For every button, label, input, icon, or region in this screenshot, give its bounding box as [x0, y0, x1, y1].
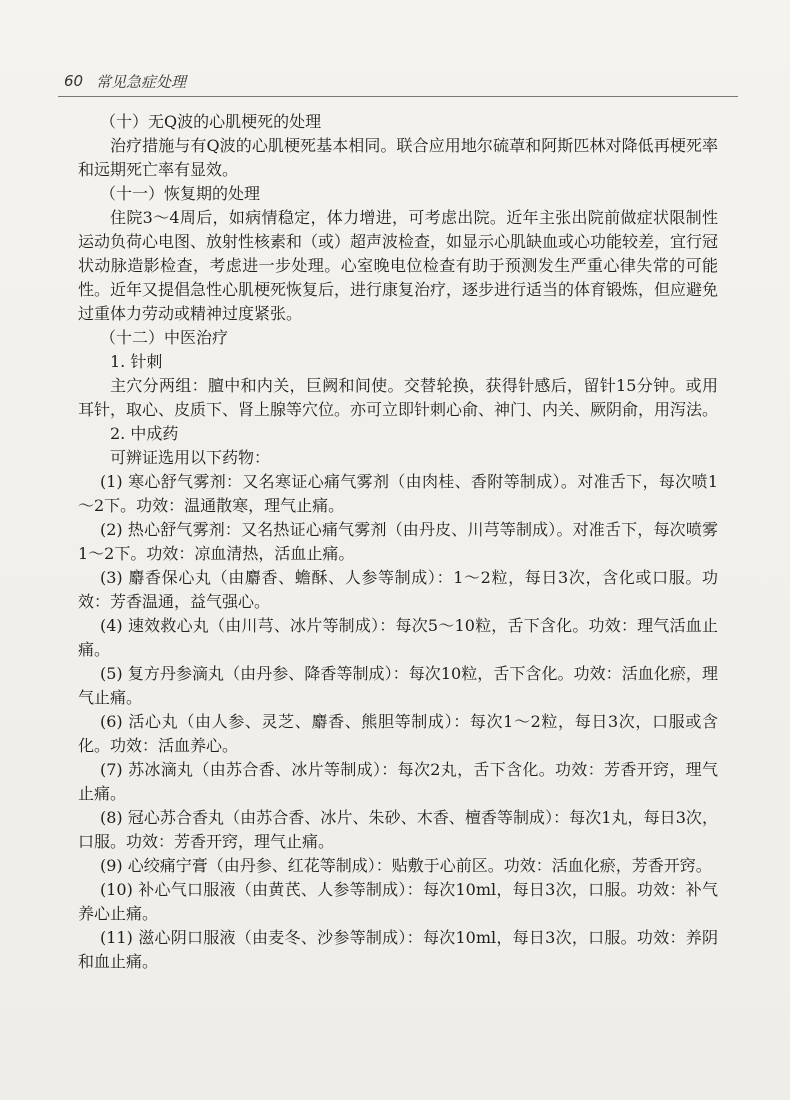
page-content [78, 110, 718, 974]
medicine-item: (10) 补心气口服液（由黄芪、人参等制成）：每次10ml，每日3次，口服。功效：补气养心止痛。 [78, 880, 718, 923]
subheading: 1. 针刺 [110, 352, 163, 371]
medicine-item: (6) 活心丸（由人参、灵芝、麝香、熊胆等制成）：每次1～2粒，每日3次，口服或含化。功效：活血养心。 [78, 712, 718, 755]
paragraph: 主穴分两组：膻中和内关，巨阙和间使。交替轮换，获得针感后，留针15分钟。或用耳针，取心、皮质下、肾上腺等穴位。亦可立即针刺心俞、神门、内关、厥阴俞，用泻法。 [78, 376, 719, 419]
subheading: 2. 中成药 [110, 424, 179, 443]
medicine-item: (11) 滋心阴口服液（由麦冬、沙参等制成）：每次10ml，每日3次，口服。功效：养阴和血止痛。 [78, 928, 718, 971]
page-number: 60 [64, 72, 84, 90]
section-heading: （十）无Q波的心肌梗死的处理 [100, 112, 322, 131]
medicine-item: (2) 热心舒气雾剂：又名热证心痛气雾剂（由丹皮、川芎等制成）。对准舌下，每次喷雾1～2下。功效：凉血清热，活血止痛。 [78, 520, 718, 563]
medicine-item: (5) 复方丹参滴丸（由丹参、降香等制成）：每次10粒，舌下含化。功效：活血化瘀，理气止痛。 [78, 664, 718, 707]
paragraph: 可辨证选用以下药物： [110, 448, 271, 467]
paragraph: 治疗措施与有Q波的心肌梗死基本相同。联合应用地尔硫䓬和阿斯匹林对降低再梗死率和远期死亡率有显效。 [78, 136, 718, 179]
page-header [58, 66, 738, 97]
section-heading: （十一）恢复期的处理 [100, 184, 261, 203]
medicine-item: (9) 心绞痛宁膏（由丹参、红花等制成）：贴敷于心前区。功效：活血化瘀，芳香开窍。 [100, 856, 712, 875]
medicine-item: (7) 苏冰滴丸（由苏合香、冰片等制成）：每次2丸，舌下含化。功效：芳香开窍，理气止痛。 [78, 760, 718, 803]
medicine-item: (8) 冠心苏合香丸（由苏合香、冰片、朱砂、木香、檀香等制成）：每次1丸，每日3次，口服。功效：芳香开窍，理气止痛。 [78, 808, 718, 851]
medicine-item: (1) 寒心舒气雾剂：又名寒证心痛气雾剂（由肉桂、香附等制成）。对准舌下，每次喷1～2下。功效：温通散寒，理气止痛。 [78, 472, 718, 515]
medicine-item: (4) 速效救心丸（由川芎、冰片等制成）：每次5～10粒，舌下含化。功效：理气活血止痛。 [78, 616, 718, 659]
section-heading: （十二）中医治疗 [100, 328, 229, 347]
running-title: 常见急症处理 [96, 73, 187, 91]
medicine-item: (3) 麝香保心丸（由麝香、蟾酥、人参等制成）：1～2粒，每日3次，含化或口服。功效：芳香温通，益气强心。 [78, 568, 718, 611]
paragraph: 住院3～4周后，如病情稳定，体力增进，可考虑出院。近年主张出院前做症状限制性运动负荷心电图、放射性核素和（或）超声波检查，如显示心肌缺血或心功能较差，宜行冠状动脉造影检查，考虑进一步处理。心室晚电位检查有助于预测发生严重心律失常的可能性。近年又提倡急性心肌梗死恢复后，进行康复治疗，逐步进行适当的体育锻炼，但应避免过重体力劳动或精神过度紧张。 [78, 208, 719, 323]
